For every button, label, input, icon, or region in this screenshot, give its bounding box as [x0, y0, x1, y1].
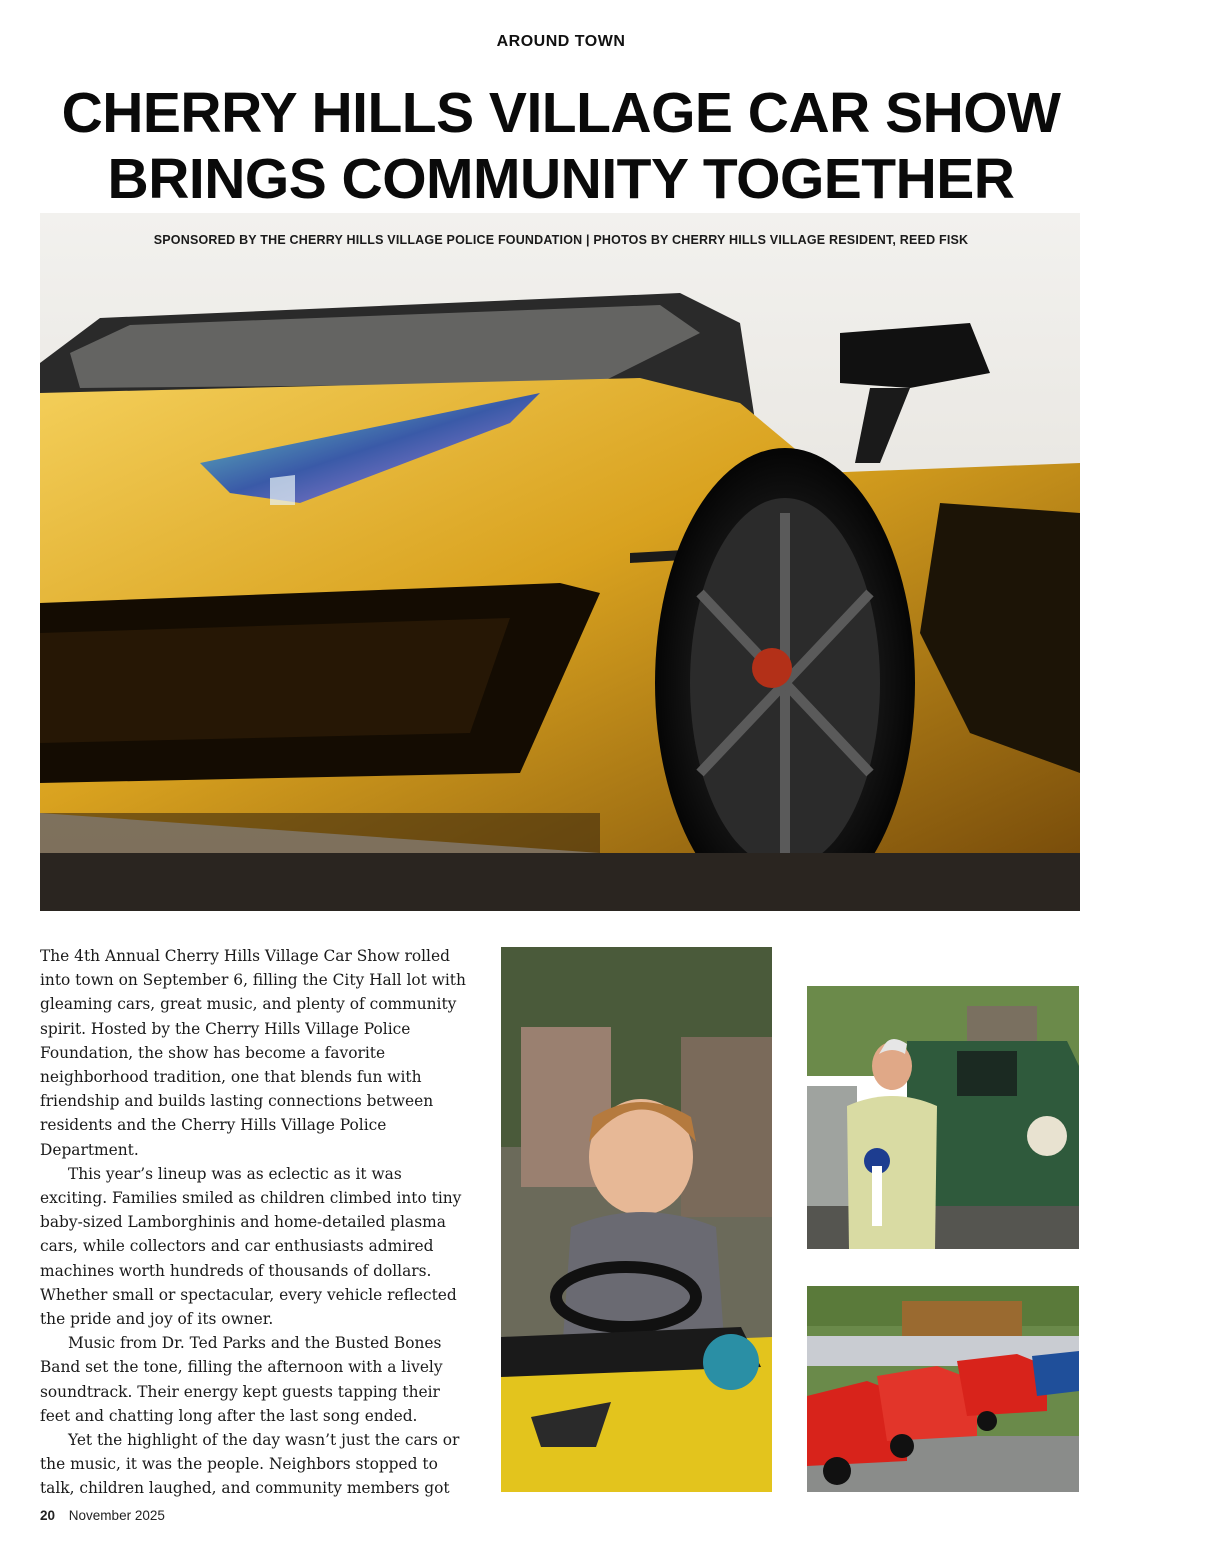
- article-paragraph: This year’s lineup was as eclectic as it was exciting. Families smiled as children climbed into tiny baby-sized Lamborghinis and home-detailed plasma cars, while collectors and car enthusiasts admired machines worth hundreds of thousands of dollars. Whether small or spectacular, every vehicle reflected the pride and joy of its owner.: [40, 1164, 462, 1329]
- hero-photo-illustration: [40, 213, 1080, 911]
- article-paragraph: The 4th Annual Cherry Hills Village Car Show rolled into town on September 6, filling the City Hall lot with gleaming cars, great music, and plenty of community spirit. Hosted by the Cherry Hills Village Police Foundation, the show has become a favorite neighborhood tradition, one that blends fun with friendship and builds lasting connections between residents and the Cherry Hills Village Police Department.: [40, 947, 466, 1159]
- page-footer: [40, 1508, 165, 1523]
- headline-line-2: BRINGS COMMUNITY TOGETHER: [107, 147, 1015, 211]
- headline: [40, 80, 1082, 212]
- issue-date: November 2025: [68, 1508, 165, 1523]
- article-body: [40, 944, 470, 1501]
- hero-photo-gold-supercar: [40, 213, 1080, 911]
- article-paragraph: Music from Dr. Ted Parks and the Busted Bones Band set the tone, filling the afternoon with a lively soundtrack. Their energy kept guests tapping their feet and chatting long after the last song ended.: [40, 1334, 443, 1425]
- photo-child-in-toy-car: [501, 947, 772, 1492]
- photo-red-cars-lineup: [807, 1286, 1079, 1492]
- headline-line-1: CHERRY HILLS VILLAGE CAR SHOW: [61, 81, 1061, 145]
- page-number: 20: [40, 1508, 56, 1523]
- article-paragraph: Yet the highlight of the day wasn’t just the cars or the music, it was the people. Neighbors stopped to talk, children laughed, and community members got: [40, 1431, 460, 1498]
- photo-man-with-ribbon: [807, 946, 1079, 1249]
- photo-credits: SPONSORED BY THE CHERRY HILLS VILLAGE POLICE FOUNDATION | PHOTOS BY CHERRY HILLS VILLAGE RESIDENT, REED FISK: [153, 233, 969, 247]
- section-label: AROUND TOWN: [496, 33, 626, 50]
